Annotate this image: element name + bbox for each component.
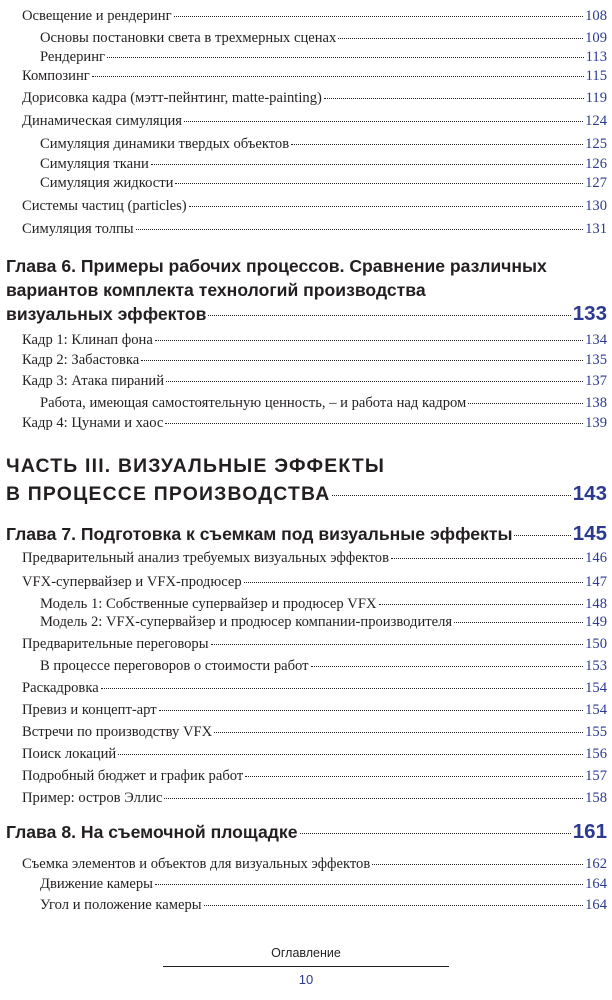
toc-entry (0, 6, 612, 26)
dot-leader (454, 622, 583, 623)
toc-title: Глава 8. На съемочной площадке (6, 822, 298, 842)
dot-leader (391, 558, 583, 559)
toc-page-number: 149 (585, 614, 607, 630)
toc-entry (0, 393, 612, 413)
toc-page-number: 133 (572, 302, 607, 325)
dot-leader (332, 495, 570, 496)
toc-entry (0, 47, 612, 67)
toc-entry (0, 219, 612, 239)
footer-section-label: Оглавление (271, 946, 341, 960)
toc-title: Симуляция ткани (40, 156, 149, 172)
dot-leader (211, 644, 584, 645)
toc-title: Основы постановки света в трехмерных сценах (40, 30, 337, 46)
toc-entry (0, 700, 612, 720)
toc-page-number: 115 (585, 68, 607, 84)
dot-leader (159, 710, 583, 711)
dot-leader (189, 206, 583, 207)
dot-leader (164, 798, 583, 799)
toc-entry (0, 66, 612, 86)
toc-row (0, 548, 612, 568)
dot-leader (514, 535, 570, 536)
toc-title: Кадр 3: Атака пираний (22, 373, 165, 389)
dot-leader (107, 57, 584, 58)
toc-chapter-heading (0, 254, 612, 326)
dot-leader (245, 776, 583, 777)
toc-entry (0, 330, 612, 350)
dot-leader (151, 164, 583, 165)
toc-row (0, 572, 612, 592)
toc-entry (0, 766, 612, 786)
toc-row (0, 634, 612, 654)
toc-row (0, 6, 612, 26)
toc-row (0, 722, 612, 742)
toc-page-number: 164 (585, 897, 607, 913)
toc-row (0, 350, 612, 370)
toc-entry (0, 874, 612, 894)
toc-entry (0, 134, 612, 154)
toc-page-number: 158 (585, 790, 607, 806)
toc-title: Глава 7. Подготовка к съемкам под визуальные эффекты (6, 524, 513, 544)
toc-title: Модель 1: Собственные супервайзер и продюсер VFX (40, 596, 377, 612)
toc-entry (0, 612, 612, 632)
toc-title: Рендеринг (40, 49, 106, 65)
toc-page-number: 126 (585, 156, 607, 172)
toc-page-number: 139 (585, 415, 607, 431)
dot-leader (379, 604, 584, 605)
toc-page-number: 150 (585, 636, 607, 652)
dot-leader (101, 688, 583, 689)
toc-row (0, 134, 612, 154)
toc-row (0, 820, 612, 844)
dot-leader (166, 381, 583, 382)
toc-page-number: 157 (585, 768, 607, 784)
toc-row (0, 302, 612, 326)
dot-leader (311, 666, 584, 667)
toc-row (0, 854, 612, 874)
toc-page-number: 124 (585, 113, 607, 129)
toc-title: Угол и положение камеры (40, 897, 202, 913)
toc-row (0, 788, 612, 808)
toc-page-number: 135 (585, 352, 607, 368)
footer-rule (163, 966, 449, 967)
toc-page-number: 137 (585, 373, 607, 389)
toc-title: Встречи по производству VFX (22, 724, 213, 740)
dot-leader (208, 315, 570, 316)
toc-page-number: 146 (585, 550, 607, 566)
toc-title: Симуляция динамики твердых объектов (40, 136, 290, 152)
toc-title: Освещение и рендеринг (22, 8, 172, 24)
toc-title: Кадр 2: Забастовка (22, 352, 140, 368)
toc-part-heading (0, 452, 612, 508)
toc-entry (0, 111, 612, 131)
dot-leader (136, 229, 584, 230)
toc-row (0, 28, 612, 48)
toc-row (0, 656, 612, 676)
dot-leader (291, 144, 583, 145)
toc-title: Кадр 4: Цунами и хаос (22, 415, 164, 431)
toc-row (0, 330, 612, 350)
toc-row (0, 173, 612, 193)
toc-title: VFX-супервайзер и VFX-продюсер (22, 574, 242, 590)
toc-title: Раскадровка (22, 680, 99, 696)
toc-page-number: 154 (585, 702, 607, 718)
toc-page-number: 148 (585, 596, 607, 612)
toc-row (0, 766, 612, 786)
toc-page-number: 156 (585, 746, 607, 762)
toc-title: Движение камеры (40, 876, 153, 892)
toc-entry (0, 548, 612, 568)
toc-page-number: 162 (585, 856, 607, 872)
toc-row (0, 47, 612, 67)
heading-line: вариантов комплекта технологий производства (6, 280, 426, 300)
toc-title: Предварительный анализ требуемых визуальных эффектов (22, 550, 389, 566)
toc-row (0, 393, 612, 413)
toc-page-number: 134 (585, 332, 607, 348)
toc-page-number: 153 (585, 658, 607, 674)
heading-line: Глава 6. Примеры рабочих процессов. Сравнение различных (6, 256, 547, 276)
toc-title: Превиз и концепт-арт (22, 702, 157, 718)
toc-entry (0, 413, 612, 433)
toc-entry (0, 678, 612, 698)
toc-entry (0, 28, 612, 48)
toc-title: Кадр 1: Клинап фона (22, 332, 153, 348)
toc-row (0, 413, 612, 433)
dot-leader (372, 864, 583, 865)
page-footer (0, 946, 612, 987)
dot-leader (92, 76, 584, 77)
toc-row (0, 66, 612, 86)
toc-row (0, 744, 612, 764)
toc-entry (0, 744, 612, 764)
toc-title: Системы частиц (particles) (22, 198, 187, 214)
toc-page-number: 143 (572, 482, 607, 505)
dot-leader (155, 340, 583, 341)
toc-title: Работа, имеющая самостоятельную ценность, – и работа над кадром (40, 395, 467, 411)
toc-page-number: 119 (585, 90, 607, 106)
toc-row (0, 219, 612, 239)
dot-leader (214, 732, 583, 733)
dot-leader (204, 905, 584, 906)
dot-leader (118, 754, 583, 755)
dot-leader (468, 403, 583, 404)
toc-page-number: 125 (585, 136, 607, 152)
toc-entry (0, 895, 612, 915)
footer-page-number: 10 (298, 972, 314, 987)
toc-row (0, 522, 612, 546)
toc-page-number: 161 (572, 820, 607, 843)
dot-leader (174, 16, 584, 17)
toc-page-number: 145 (572, 522, 607, 545)
toc-title: Композинг (22, 68, 90, 84)
toc-entry (0, 722, 612, 742)
toc-page-number: 138 (585, 395, 607, 411)
toc-row (0, 480, 612, 508)
dot-leader (175, 183, 583, 184)
toc-row (0, 371, 612, 391)
toc-entry (0, 656, 612, 676)
toc-page-number: 108 (585, 8, 607, 24)
dot-leader (324, 98, 584, 99)
dot-leader (155, 884, 583, 885)
toc-row (0, 678, 612, 698)
toc-page-number: 131 (585, 221, 607, 237)
toc-title: В процессе переговоров о стоимости работ (40, 658, 309, 674)
dot-leader (184, 121, 583, 122)
toc-title: Модель 2: VFX-супервайзер и продюсер компании-производителя (40, 614, 453, 630)
toc-entry (0, 634, 612, 654)
toc-page-number: 109 (585, 30, 607, 46)
dot-leader (338, 38, 583, 39)
toc-page-number: 155 (585, 724, 607, 740)
toc-row (0, 154, 612, 174)
toc-chapter-heading (0, 522, 612, 546)
toc-title: Симуляция жидкости (40, 175, 174, 191)
toc-row (0, 88, 612, 108)
toc-page-number: 127 (585, 175, 607, 191)
toc-entry (0, 196, 612, 216)
toc-entry (0, 854, 612, 874)
toc-page-number: 154 (585, 680, 607, 696)
toc-title: Дорисовка кадра (мэтт-пейнтинг, matte-painting) (22, 90, 322, 106)
toc-row (0, 895, 612, 915)
toc-row (0, 700, 612, 720)
toc-page-number: 113 (585, 49, 607, 65)
toc-title: Съемка элементов и объектов для визуальных эффектов (22, 856, 371, 872)
toc-title: Предварительные переговоры (22, 636, 209, 652)
toc-title: Поиск локаций (22, 746, 117, 762)
toc-page-number: 164 (585, 876, 607, 892)
toc-entry (0, 371, 612, 391)
toc-title: Пример: остров Эллис (22, 790, 163, 806)
dot-leader (141, 360, 583, 361)
toc-entry (0, 572, 612, 592)
toc-row (0, 612, 612, 632)
toc-page-number: 130 (585, 198, 607, 214)
toc-row (0, 196, 612, 216)
heading-line: ЧАСТЬ III. ВИЗУАЛЬНЫЕ ЭФФЕКТЫ (6, 455, 386, 477)
toc-entry (0, 88, 612, 108)
toc-title: Подробный бюджет и график работ (22, 768, 244, 784)
dot-leader (244, 582, 583, 583)
toc-row (0, 874, 612, 894)
toc-entry (0, 350, 612, 370)
dot-leader (165, 423, 583, 424)
toc-entry (0, 154, 612, 174)
toc-row (0, 111, 612, 131)
toc-entry (0, 173, 612, 193)
toc-page-number: 147 (585, 574, 607, 590)
toc-chapter-heading (0, 820, 612, 844)
toc-title: В ПРОЦЕССЕ ПРОИЗВОДСТВА (6, 483, 331, 505)
toc-entry (0, 788, 612, 808)
toc-title: визуальных эффектов (6, 304, 207, 324)
dot-leader (300, 833, 571, 834)
toc-title: Динамическая симуляция (22, 113, 182, 129)
toc-title: Симуляция толпы (22, 221, 134, 237)
